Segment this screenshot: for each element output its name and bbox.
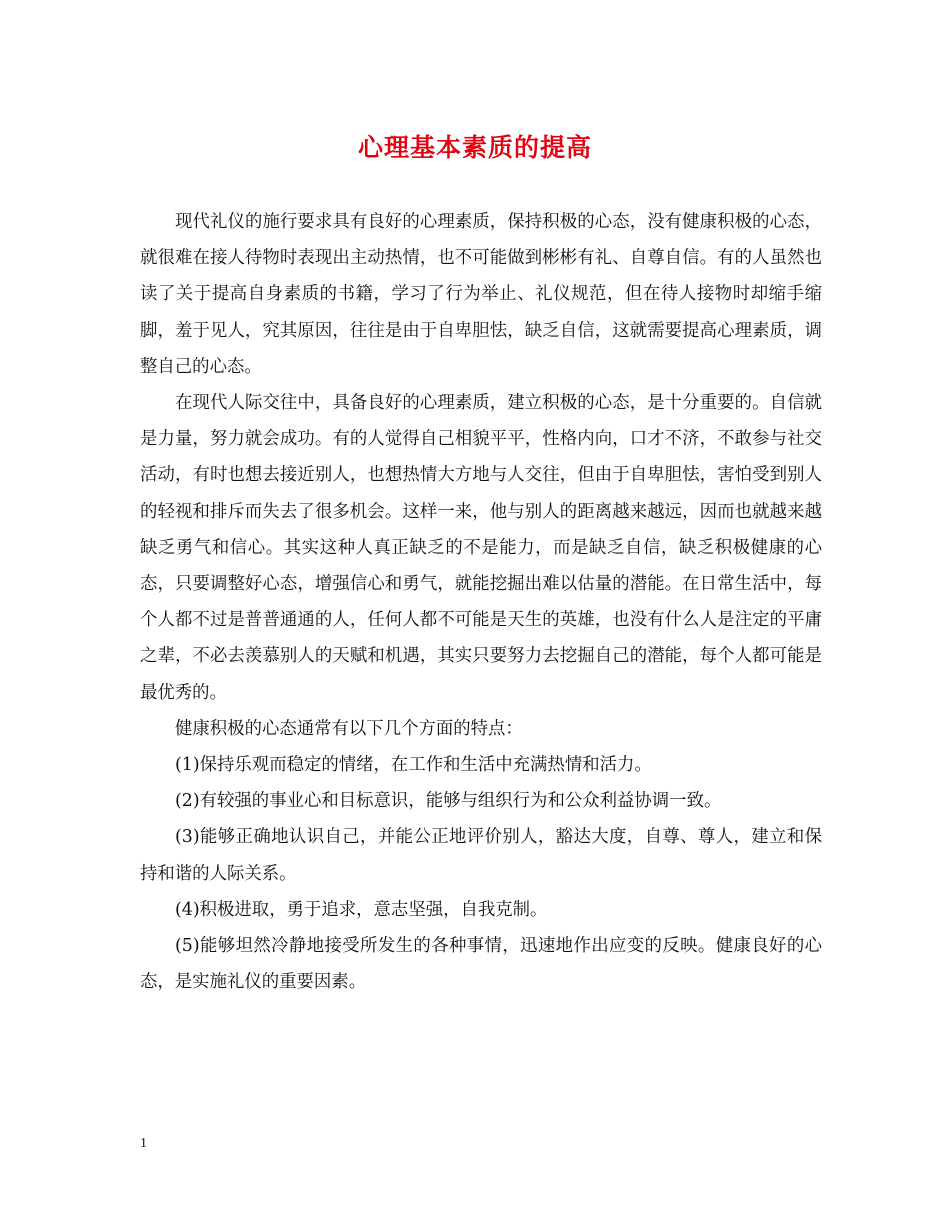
list-item-4: (4)积极进取，勇于追求，意志坚强，自我克制。 — [175, 899, 548, 920]
list-item-5: (5)能够坦然冷静地接受所发生的各种事情，迅速地作出应变的反映。健康良好的心态，是实施礼仪的重要因素。 — [140, 936, 822, 993]
list-item-2: (2)有较强的事业心和目标意识，能够与组织行为和公众利益协调一致。 — [175, 791, 722, 812]
paragraph-confidence: 在现代人际交往中，具备良好的心理素质，建立积极的心态，是十分重要的。自信就是力量，努力就会成功。有的人觉得自己相貌平平，性格内向，口才不济，不敢参与社交活动，有时也想去接近别人，也想热情大方地与人交往，但由于自卑胆怯，害怕受到别人的轻视和排斥而失去了很多机会。这样一来，他与别人的距离越来越远，因而也就越来越缺乏勇气和信心。其实这种人真正缺乏的不是能力，而是缺乏自信，缺乏积极健康的心态，只要调整好心态，增强信心和勇气，就能挖掘出难以估量的潜能。在日常生活中，每个人都不过是普普通通的人，任何人都不可能是天生的英雄，也没有什么人是注定的平庸之辈，不必去羡慕别人的天赋和机遇，其实只要努力去挖掘自己的潜能，每个人都可能是最优秀的。 — [140, 393, 822, 703]
page-number: 1 — [140, 1136, 147, 1151]
list-item-1: (1)保持乐观而稳定的情绪，在工作和生活中充满热情和活力。 — [175, 755, 652, 776]
list-item-3: (3)能够正确地认识自己，并能公正地评价别人，豁达大度，自尊、尊人，建立和保持和谐的人际关系。 — [140, 827, 822, 884]
document-title: 心理基本素质的提高 — [357, 133, 592, 162]
paragraph-features-lead: 健康积极的心态通常有以下几个方面的特点： — [175, 718, 523, 739]
document-body — [140, 204, 822, 1000]
paragraph-intro: 现代礼仪的施行要求具有良好的心理素质，保持积极的心态，没有健康积极的心态，就很难在接人待物时表现出主动热情，也不可能做到彬彬有礼、自尊自信。有的人虽然也读了关于提高自身素质的书籍，学习了行为举止、礼仪规范，但在待人接物时却缩手缩脚，羞于见人，究其原因，往往是由于自卑胆怯，缺乏自信，这就需要提高心理素质，调整自己的心态。 — [140, 212, 822, 377]
